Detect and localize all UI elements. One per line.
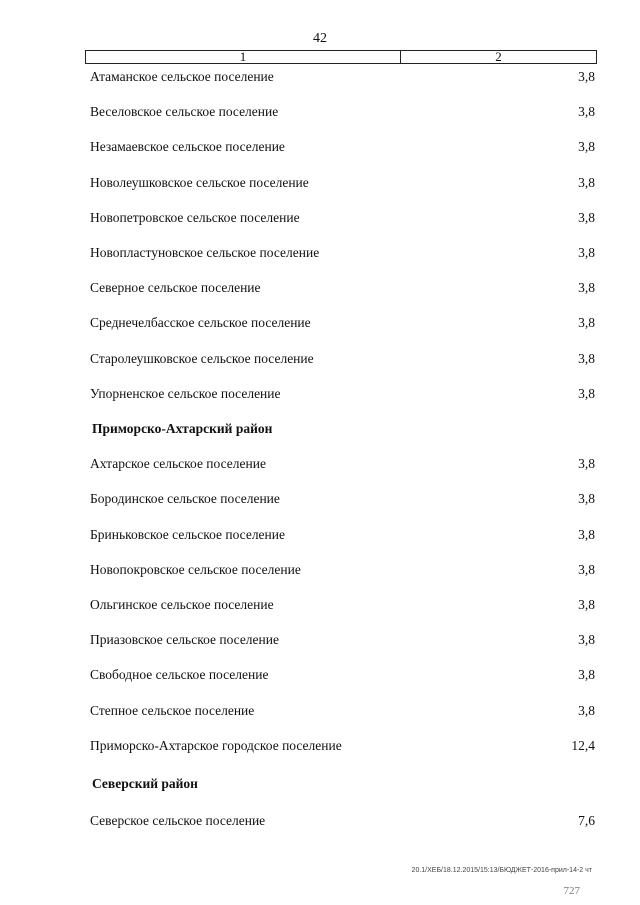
row-value: 3,8 <box>578 385 595 401</box>
table-row <box>90 632 595 648</box>
settlement-name: Свободное сельское поселение <box>90 667 269 683</box>
row-value: 3,8 <box>578 209 595 225</box>
table-row <box>90 562 595 578</box>
row-value: 3,8 <box>578 702 595 718</box>
settlement-name: Среднечелбасское сельское поселение <box>90 315 311 331</box>
settlement-name: Веселовское сельское поселение <box>90 104 279 120</box>
table-row <box>90 527 595 543</box>
table-row <box>90 315 595 331</box>
table-row <box>90 667 595 683</box>
table-row <box>90 245 595 261</box>
table-row <box>90 175 595 191</box>
row-value: 3,8 <box>578 280 595 296</box>
row-value: 12,4 <box>571 737 595 753</box>
district-name: Приморско-Ахтарский район <box>92 421 273 436</box>
corner-page-mark: 727 <box>563 885 580 897</box>
row-value: 3,8 <box>578 139 595 155</box>
settlement-name: Приморско-Ахтарское городское поселение <box>90 737 342 753</box>
row-value: 3,8 <box>578 69 595 84</box>
settlement-name: Степное сельское поселение <box>90 702 255 718</box>
table-row <box>90 491 595 507</box>
settlement-name: Упорненское сельское поселение <box>90 385 281 401</box>
district-name: Северский район <box>92 776 198 791</box>
settlement-name: Незамаевское сельское поселение <box>90 139 285 155</box>
table-row <box>90 386 595 402</box>
settlement-name: Бриньковское сельское поселение <box>90 526 285 542</box>
settlement-name: Приазовское сельское поселение <box>90 632 279 648</box>
settlement-name: Атаманское сельское поселение <box>90 69 274 84</box>
table-row <box>90 69 595 85</box>
settlement-name: Новопокровское сельское поселение <box>90 561 301 577</box>
table-row <box>90 456 595 472</box>
table-row <box>90 351 595 367</box>
row-value: 3,8 <box>578 632 595 648</box>
row-value: 3,8 <box>578 315 595 331</box>
table-row <box>90 738 595 754</box>
page-number: 42 <box>313 31 327 46</box>
row-value: 7,6 <box>578 813 595 829</box>
header-col-2: 2 <box>495 49 502 64</box>
table-row <box>90 703 595 719</box>
table-row <box>90 597 595 613</box>
row-value: 3,8 <box>578 104 595 120</box>
row-value: 3,8 <box>578 667 595 683</box>
settlement-name: Северское сельское поселение <box>90 813 266 829</box>
row-value: 3,8 <box>578 526 595 542</box>
settlement-name: Ольгинское сельское поселение <box>90 597 274 612</box>
table-row <box>90 210 595 226</box>
district-heading <box>92 776 597 792</box>
table-row <box>90 139 595 155</box>
row-value: 3,8 <box>578 597 595 612</box>
row-value: 3,8 <box>578 491 595 507</box>
settlement-name: Северное сельское поселение <box>90 280 261 296</box>
settlement-name: Новолеушковское сельское поселение <box>90 174 309 190</box>
footer-document-code: 20.1/ХЕБ/18.12.2015/15:13/БЮДЖЕТ-2016-прил-14-2 чт <box>411 867 592 874</box>
header-col-1: 1 <box>86 51 401 63</box>
table-row <box>90 104 595 120</box>
row-value: 3,8 <box>578 245 595 260</box>
district-heading <box>92 421 597 437</box>
settlement-name: Новопетровское сельское поселение <box>90 209 300 225</box>
table-row <box>90 813 595 829</box>
row-value: 3,8 <box>578 456 595 472</box>
settlement-name: Ахтарское сельское поселение <box>90 456 266 472</box>
table-row <box>90 280 595 296</box>
settlement-name: Бородинское сельское поселение <box>90 491 280 507</box>
row-value: 3,8 <box>578 561 595 577</box>
settlement-name: Новопластуновское сельское поселение <box>90 245 320 260</box>
settlement-name: Старолеушковское сельское поселение <box>90 350 314 366</box>
row-value: 3,8 <box>578 174 595 190</box>
row-value: 3,8 <box>578 350 595 366</box>
